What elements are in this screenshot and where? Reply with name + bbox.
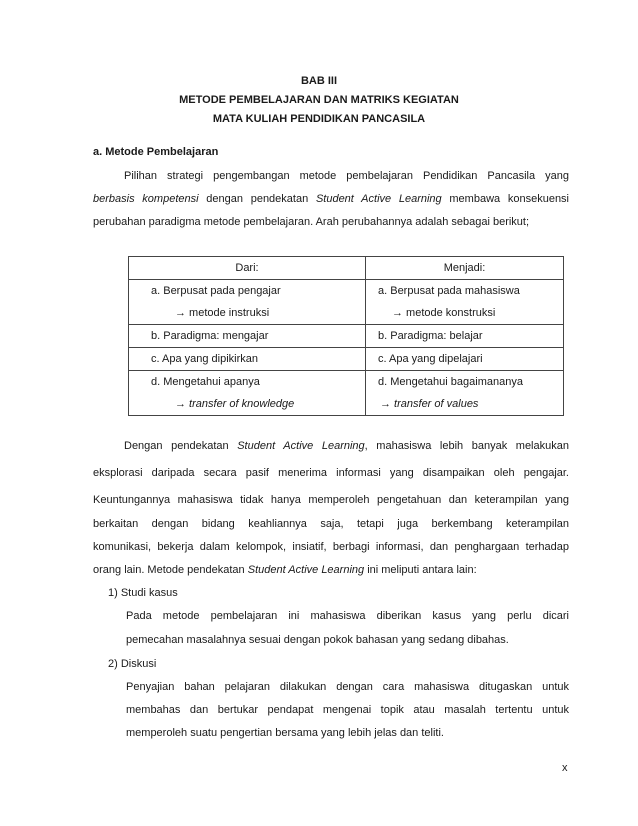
chapter-number: BAB III	[300, 75, 338, 87]
para2-line4: berkaitan dengan bidang keahliannya saja, tetapi juga berkembang keterampilan	[93, 518, 569, 530]
table-row	[129, 325, 564, 348]
list-item-2-label: 2) Diskusi	[108, 658, 157, 670]
header-from-cell	[129, 257, 366, 280]
row-a-to: a. Berpusat pada mahasiswa	[378, 285, 520, 297]
table-row	[129, 348, 564, 371]
paradigm-matrix-table	[128, 256, 564, 416]
para2-l1-post: , mahasiswa lebih banyak melakukan	[364, 440, 569, 452]
row-c-to-cell	[366, 348, 564, 371]
list-item-1-line2: pemecahan masalahnya sesuai dengan pokok bahasan yang sedang dibahas.	[126, 634, 509, 646]
table-header-row	[129, 257, 564, 280]
list-item-1-line1: Pada metode pembelajaran ini mahasiswa diberikan kasus yang perlu dicari	[126, 610, 569, 622]
row-d-to-cell	[366, 371, 564, 416]
row-d-to: d. Mengetahui bagaimananya	[378, 376, 523, 388]
para2-l6-italic: Student Active Learning	[247, 564, 365, 576]
section-title: a. Metode Pembelajaran	[93, 146, 219, 158]
header-to-cell	[366, 257, 564, 280]
list-item-2-line3: memperoleh suatu pengertian bersama yang lebih jelas dan teliti.	[126, 727, 444, 739]
para2-line3: Keuntungannya mahasiswa tidak hanya memperoleh pengetahuan dan keterampilan yang	[93, 494, 569, 506]
para2-line1	[124, 440, 569, 452]
row-d-from-cell	[129, 371, 366, 416]
para2-line5: komunikasi, bekerja dalam kelompok, insiatif, berbagi informasi, dan penghargaan terhadap	[93, 541, 569, 553]
row-d-from: d. Mengetahui apanya	[151, 376, 260, 388]
para1-italic-competence: berbasis kompetensi	[93, 193, 199, 205]
row-b-from: b. Paradigma: mengajar	[151, 330, 269, 342]
row-c-from-cell	[129, 348, 366, 371]
para1-line1: Pilihan strategi pengembangan metode pembelajaran Pendidikan Pancasila yang	[124, 170, 569, 182]
header-from: Dari:	[235, 262, 259, 274]
para2-l6-pre: orang lain. Metode pendekatan	[93, 564, 248, 576]
table-row	[129, 280, 564, 325]
row-b-from-cell	[129, 325, 366, 348]
para1-end: membawa konsekuensi	[441, 193, 570, 205]
list-item-2-line1: Penyajian bahan pelajaran dilakukan dengan cara mahasiswa ditugaskan untuk	[126, 681, 569, 693]
header-to: Menjadi:	[443, 262, 486, 274]
chapter-subtitle: MATA KULIAH PENDIDIKAN PANCASILA	[212, 113, 426, 125]
para1-line3: perubahan paradigma metode pembelajaran. Arah perubahannya adalah sebagai berikut;	[93, 216, 530, 228]
row-d-from-sub: → transfer of knowledge	[175, 398, 295, 410]
list-item-1-label: 1) Studi kasus	[108, 587, 178, 599]
page-number: x	[562, 762, 568, 774]
para2-line2: eksplorasi daripada secara pasif menerima informasi yang disampaikan oleh pengajar.	[93, 467, 569, 479]
row-d-to-sub: → transfer of values	[380, 398, 479, 410]
para1-line2	[93, 193, 569, 205]
row-c-to: c. Apa yang dipelajari	[378, 353, 483, 365]
list-item-2-line2: membahas dan bertukar pendapat mengenai topik atau masalah tertentu untuk	[126, 704, 569, 716]
table-row	[129, 371, 564, 416]
para2-l1-italic: Student Active Learning	[237, 440, 365, 452]
row-b-to-cell	[366, 325, 564, 348]
para2-line6	[93, 564, 569, 576]
row-b-to: b. Paradigma: belajar	[378, 330, 483, 342]
row-c-from: c. Apa yang dipikirkan	[151, 353, 259, 365]
row-a-to-cell	[366, 280, 564, 325]
row-a-from-cell	[129, 280, 366, 325]
chapter-title: METODE PEMBELAJARAN DAN MATRIKS KEGIATAN	[179, 94, 459, 106]
row-a-from-sub: → metode instruksi	[175, 307, 270, 319]
para2-l6-post: ini meliputi antara lain:	[364, 564, 477, 576]
row-a-from: a. Berpusat pada pengajar	[151, 285, 281, 297]
row-a-to-sub: → metode konstruksi	[392, 307, 496, 319]
para1-italic-sal: Student Active Learning	[315, 193, 442, 205]
para1-mid: dengan pendekatan	[198, 193, 316, 205]
para2-l1-pre: Dengan pendekatan	[124, 440, 238, 452]
